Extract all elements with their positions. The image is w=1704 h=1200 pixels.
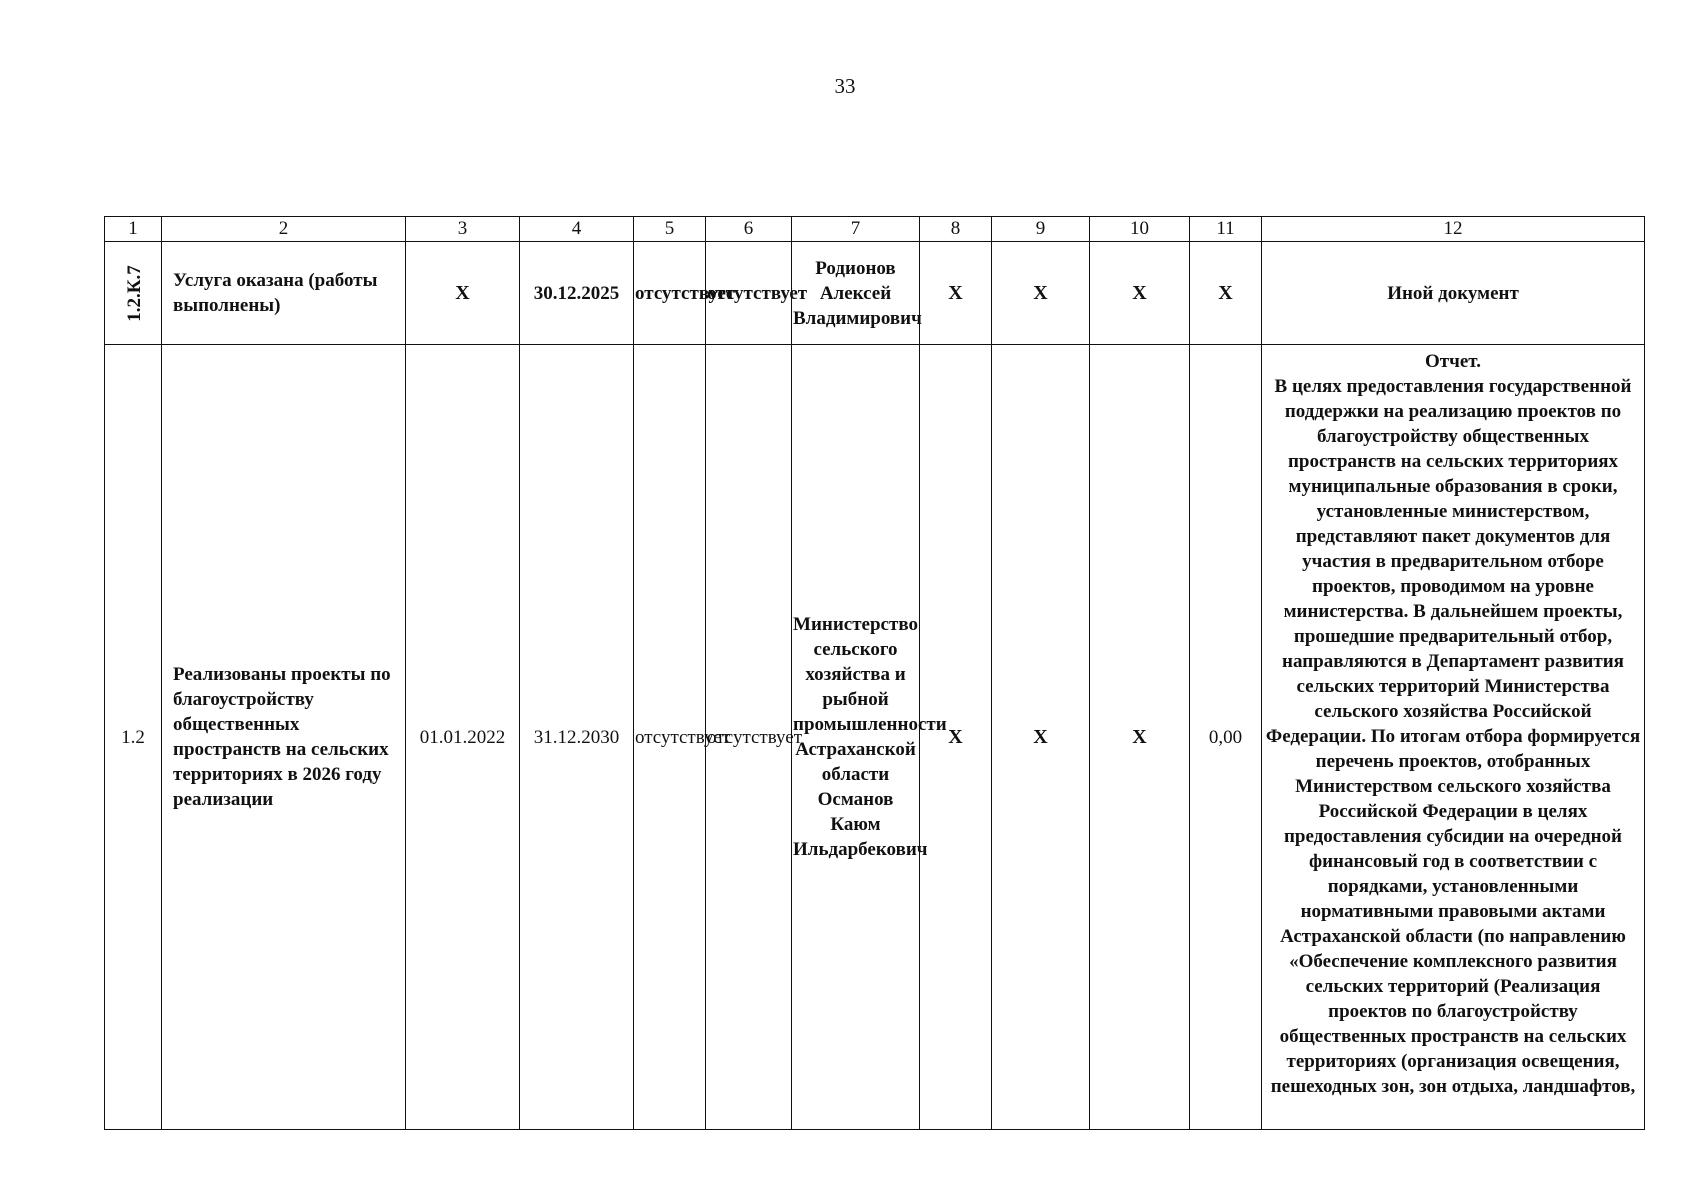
col10-value: X [1090, 242, 1190, 345]
row-id-cell: 1.2 [105, 345, 162, 1130]
start-date: 01.01.2022 [406, 345, 520, 1130]
report-text: В целях предоставления государственной поддержки на реализацию проектов по благоустройству общественных пространств на сельских территориях муниципальные образования в сроки, установленные министерством, представляют пакет документов для участия в предварительном отборе проектов, проводимом на уровне министерства. В дальнейшем проекты, прошедшие предварительный отбор, направляются в Департамент развития сельских территорий Министерства сельского хозяйства Российской Федерации. По итогам отбора формируется перечень проектов, отобранных Министерством сельского хозяйства Российской Федерации в целях предоставления субсидии на очередной финансовый год в соответствии с порядками, установленными нормативными правовыми актами Астраханской области (по направлению «Обеспечение комплексного развития сельских территорий (Реализация проектов по благоустройству общественных пространств на сельских территориях (организация освещения, пешеходных зон, зон отдыха, ландшафтов, [1265, 376, 1641, 1097]
report-cell [1262, 345, 1645, 1130]
result-name: Услуга оказана (работы выполнены) [162, 242, 406, 345]
header-cell: 8 [920, 217, 992, 242]
header-cell: 7 [792, 217, 920, 242]
col6-value: отсутствует [706, 242, 792, 345]
row-id-cell [105, 242, 162, 345]
col9-value: X [992, 345, 1090, 1130]
col10-value: X [1090, 345, 1190, 1130]
col5-value: отсутствует [634, 345, 706, 1130]
start-date: X [406, 242, 520, 345]
header-cell: 6 [706, 217, 792, 242]
header-cell: 12 [1262, 217, 1645, 242]
header-cell: 3 [406, 217, 520, 242]
end-date: 30.12.2025 [520, 242, 634, 345]
col6-value: отсутствует [706, 345, 792, 1130]
header-cell: 5 [634, 217, 706, 242]
col11-value: X [1190, 242, 1262, 345]
result-name: Реализованы проекты по благоустройству общественных пространств на сельских территориях в 2026 году реализации [162, 345, 406, 1130]
header-cell: 10 [1090, 217, 1190, 242]
responsible-body: Министерство сельского хозяйства и рыбной промышленности Астраханской области Османов Каюм Ильдарбекович [792, 345, 920, 1130]
activity-table [104, 216, 1645, 1130]
responsible-person: Родионов Алексей Владимирович [792, 242, 920, 345]
document-type: Иной документ [1262, 242, 1645, 345]
column-number-row [105, 217, 1645, 242]
col9-value: X [992, 242, 1090, 345]
report-title: Отчет. [1425, 351, 1481, 372]
table-row-k7 [105, 242, 1645, 345]
col5-value: отсутствует [634, 242, 706, 345]
row-id-rotated: 1.2.К.7 [123, 264, 145, 322]
end-date: 31.12.2030 [520, 345, 634, 1130]
page-number: 33 [834, 74, 856, 98]
header-cell: 1 [105, 217, 162, 242]
col8-value: X [920, 242, 992, 345]
col8-value: X [920, 345, 992, 1130]
header-cell: 9 [992, 217, 1090, 242]
col11-value: 0,00 [1190, 345, 1262, 1130]
header-cell: 4 [520, 217, 634, 242]
header-cell: 2 [162, 217, 406, 242]
header-cell: 11 [1190, 217, 1262, 242]
table-row-1-2 [105, 345, 1645, 1130]
